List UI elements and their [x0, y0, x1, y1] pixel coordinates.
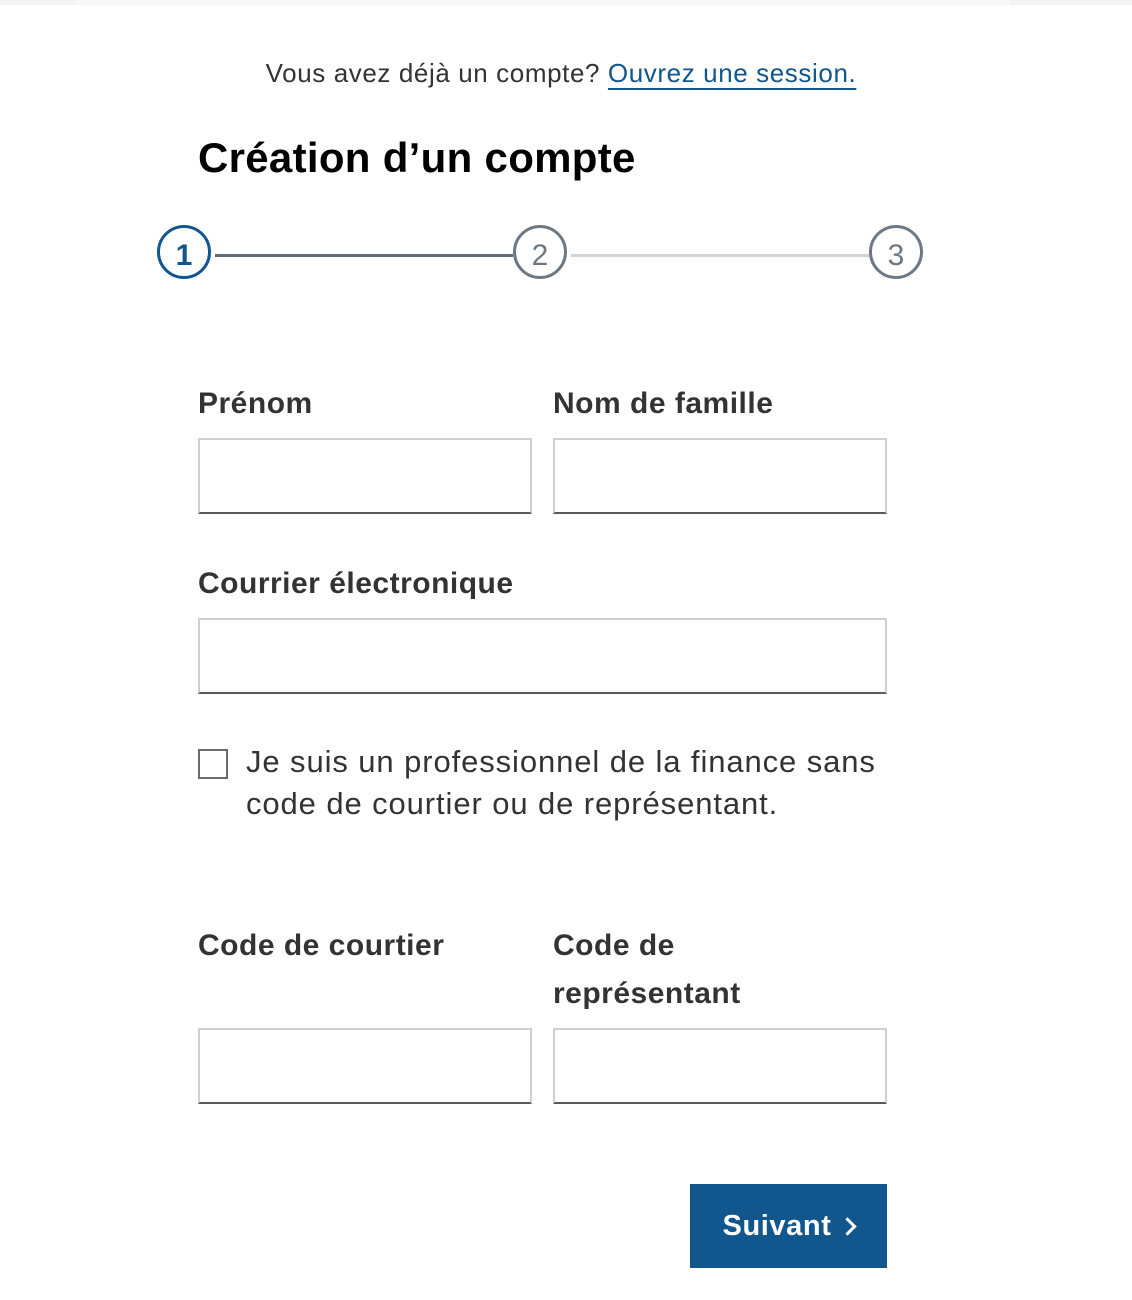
- top-border: [0, 0, 1132, 5]
- finance-professional-checkbox-label[interactable]: Je suis un professionnel de la finance sans code de courtier ou de représentant.: [246, 744, 876, 821]
- first-name-input[interactable]: [198, 438, 532, 514]
- step-3-number: 3: [887, 239, 905, 273]
- rep-code-input[interactable]: [553, 1028, 887, 1104]
- step-1-number: 1: [175, 239, 193, 273]
- page-title: Création d’un compte: [198, 134, 636, 181]
- step-2-number: 2: [531, 239, 549, 273]
- step-connector-completed: [215, 254, 513, 257]
- login-prompt: [0, 58, 1122, 89]
- first-name-label: Prénom: [198, 387, 313, 420]
- finance-professional-checkbox[interactable]: [198, 749, 228, 779]
- login-prompt-text: Vous avez déjà un compte?: [265, 58, 601, 88]
- step-connector-pending: [571, 254, 869, 257]
- email-input[interactable]: [198, 618, 887, 694]
- dealer-code-label: Code de courtier: [198, 929, 445, 962]
- step-1-indicator: [157, 225, 211, 279]
- rep-code-label: Code de représentant: [553, 929, 741, 1010]
- next-button-label: Suivant: [722, 1209, 832, 1242]
- dealer-code-input[interactable]: [198, 1028, 532, 1104]
- email-label: Courrier électronique: [198, 567, 514, 600]
- last-name-input[interactable]: [553, 438, 887, 514]
- step-3-indicator: [869, 225, 923, 279]
- step-2-indicator: [513, 225, 567, 279]
- chevron-right-icon: [839, 1217, 857, 1235]
- next-button[interactable]: [690, 1184, 887, 1268]
- last-name-label: Nom de famille: [553, 387, 774, 420]
- progress-stepper: [157, 225, 927, 285]
- login-link[interactable]: Ouvrez une session.: [607, 58, 857, 88]
